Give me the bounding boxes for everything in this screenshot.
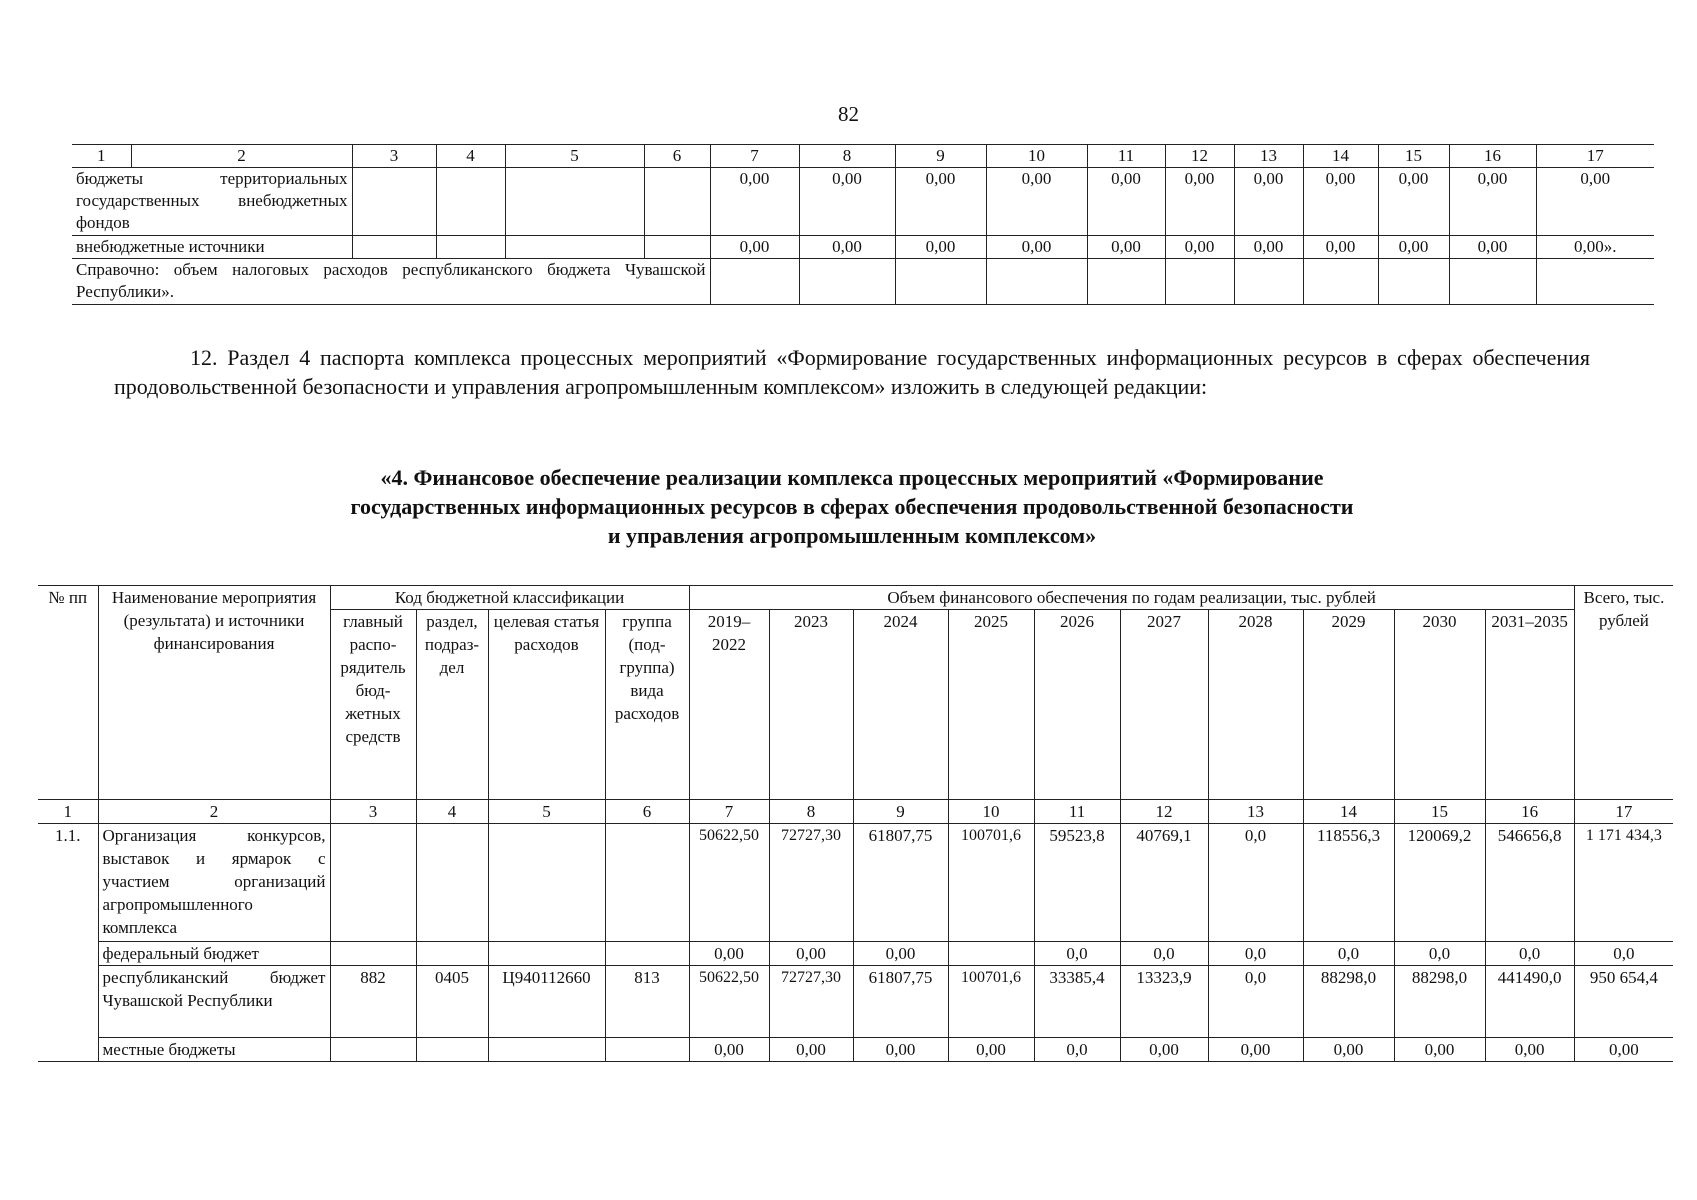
- value-cell: 61807,75: [853, 824, 948, 942]
- col-number: 15: [1394, 800, 1485, 824]
- col-number: 8: [799, 145, 895, 168]
- col-number: 7: [689, 800, 769, 824]
- code-cell: 0405: [416, 966, 488, 1038]
- value-cell: 0,0: [1485, 942, 1574, 966]
- value-cell: 0,00: [895, 168, 986, 236]
- value-cell: 0,00: [689, 942, 769, 966]
- value-cell: 0,00: [1574, 1038, 1673, 1062]
- code-cell: [605, 1038, 689, 1062]
- col-number: 14: [1303, 800, 1394, 824]
- col-number: 2: [131, 145, 352, 168]
- value-cell: 0,00: [1378, 236, 1449, 259]
- continuation-table: [72, 144, 1654, 305]
- header-number: № пп: [38, 586, 98, 800]
- table-row: [38, 1038, 1673, 1062]
- header-row: [38, 586, 1673, 610]
- section-title-line: «4. Финансовое обеспечение реализации комплекса процессных мероприятий «Формирование: [380, 465, 1324, 490]
- code-cell: [416, 1038, 488, 1062]
- col-number: 10: [986, 145, 1087, 168]
- value-cell: 0,00: [895, 236, 986, 259]
- col-number: 7: [710, 145, 799, 168]
- header-year: 2026: [1034, 610, 1120, 800]
- header-year: 2024: [853, 610, 948, 800]
- col-number: 5: [488, 800, 605, 824]
- value-cell: 0,00: [1394, 1038, 1485, 1062]
- value-cell: 0,00: [948, 1038, 1034, 1062]
- value-cell: 546656,8: [1485, 824, 1574, 942]
- table-row: [38, 824, 1673, 942]
- value-cell: 0,00: [1449, 168, 1536, 236]
- value-cell: 0,0: [1208, 824, 1303, 942]
- value-cell: 0,00: [1303, 1038, 1394, 1062]
- code-cell: [488, 942, 605, 966]
- code-cell: [416, 824, 488, 942]
- financing-table: [38, 585, 1673, 1062]
- value-cell: 88298,0: [1394, 966, 1485, 1038]
- value-cell: 118556,3: [1303, 824, 1394, 942]
- value-cell: 0,00: [1536, 168, 1654, 236]
- row-name: Организация конкурсов, выставок и ярмарок с участием организаций агропромышленного комплекса: [98, 824, 330, 942]
- header-code-col: главный распорядитель бюджетных средств: [330, 610, 416, 800]
- col-number: 1: [72, 145, 131, 168]
- value-cell: 88298,0: [1303, 966, 1394, 1038]
- row-name: местные бюджеты: [98, 1038, 330, 1062]
- value-cell: 0,00».: [1536, 236, 1654, 259]
- col-number: 5: [505, 145, 644, 168]
- value-cell: 0,00: [853, 1038, 948, 1062]
- header-year: 2029: [1303, 610, 1394, 800]
- value-cell: 0,00: [1303, 236, 1378, 259]
- value-cell: 0,00: [1087, 236, 1165, 259]
- col-number: 4: [436, 145, 505, 168]
- reference-note: Справочно: объем налоговых расходов республиканского бюджета Чувашской Республики».: [72, 259, 710, 305]
- section-title-line: и управления агропромышленным комплексом»: [607, 523, 1097, 548]
- col-number: 15: [1378, 145, 1449, 168]
- value-cell: 0,00: [710, 236, 799, 259]
- code-cell: Ц940112660: [488, 966, 605, 1038]
- value-cell: 0,0: [1574, 942, 1673, 966]
- value-cell: 0,00: [769, 942, 853, 966]
- header-year: 2028: [1208, 610, 1303, 800]
- row-number: 1.1.: [38, 824, 98, 1062]
- col-number: 9: [895, 145, 986, 168]
- col-number: 3: [352, 145, 436, 168]
- value-cell: 0,00: [799, 236, 895, 259]
- value-cell: 33385,4: [1034, 966, 1120, 1038]
- col-number: 17: [1574, 800, 1673, 824]
- value-cell: 0,00: [986, 168, 1087, 236]
- value-cell: 0,0: [1394, 942, 1485, 966]
- code-cell: [605, 824, 689, 942]
- value-cell: 0,00: [853, 942, 948, 966]
- section-title-line: государственных информационных ресурсов в сферах обеспечения продовольственной безопасности: [350, 494, 1354, 519]
- col-number: 1: [38, 800, 98, 824]
- value-cell: 0,00: [1208, 1038, 1303, 1062]
- value-cell: 40769,1: [1120, 824, 1208, 942]
- value-cell: 0,00: [710, 168, 799, 236]
- value-cell: 0,00: [1087, 168, 1165, 236]
- col-number: 10: [948, 800, 1034, 824]
- col-number: 11: [1087, 145, 1165, 168]
- table-row: [72, 236, 1654, 259]
- value-cell: 100701,6: [948, 966, 1034, 1038]
- header-code-col: целевая статья расходов: [488, 610, 605, 800]
- value-cell: 61807,75: [853, 966, 948, 1038]
- value-cell: 0,0: [1034, 942, 1120, 966]
- value-cell: 0,00: [799, 168, 895, 236]
- value-cell: 0,0: [1034, 1038, 1120, 1062]
- col-number: 17: [1536, 145, 1654, 168]
- code-cell: 882: [330, 966, 416, 1038]
- header-total: Всего, тыс. рублей: [1574, 586, 1673, 800]
- code-cell: [330, 1038, 416, 1062]
- row-label: бюджеты территориальных государственных внебюджетных фондов: [72, 168, 352, 236]
- col-number: 14: [1303, 145, 1378, 168]
- row-name: федеральный бюджет: [98, 942, 330, 966]
- header-volume-group: Объем финансового обеспечения по годам реализации, тыс. рублей: [689, 586, 1574, 610]
- value-cell: 50622,50: [689, 966, 769, 1038]
- table-row: [38, 942, 1673, 966]
- value-cell: 0,00: [986, 236, 1087, 259]
- header-year: 2031–2035: [1485, 610, 1574, 800]
- value-cell: 0,0: [1208, 942, 1303, 966]
- value-cell: 950 654,4: [1574, 966, 1673, 1038]
- header-name: Наименование мероприятия (результата) и источники финансирования: [98, 586, 330, 800]
- note-row: [72, 259, 1654, 305]
- header-year: 2025: [948, 610, 1034, 800]
- header-year: 2023: [769, 610, 853, 800]
- column-numbers-row: [38, 800, 1673, 824]
- value-cell: 13323,9: [1120, 966, 1208, 1038]
- value-cell: 0,00: [1303, 168, 1378, 236]
- value-cell: 0,00: [1449, 236, 1536, 259]
- value-cell: [948, 942, 1034, 966]
- col-number: 11: [1034, 800, 1120, 824]
- code-cell: 813: [605, 966, 689, 1038]
- value-cell: 50622,50: [689, 824, 769, 942]
- header-year: 2019–2022: [689, 610, 769, 800]
- value-cell: 0,00: [1234, 168, 1303, 236]
- value-cell: 0,00: [689, 1038, 769, 1062]
- value-cell: 0,0: [1303, 942, 1394, 966]
- row-label: внебюджетные источники: [72, 236, 352, 259]
- value-cell: 100701,6: [948, 824, 1034, 942]
- code-cell: [330, 942, 416, 966]
- col-number: 12: [1165, 145, 1234, 168]
- col-number: 12: [1120, 800, 1208, 824]
- column-numbers-row: [72, 145, 1654, 168]
- table-row: [72, 168, 1654, 236]
- value-cell: 1 171 434,3: [1574, 824, 1673, 942]
- table-row: [38, 966, 1673, 1038]
- value-cell: 0,00: [769, 1038, 853, 1062]
- header-code-col: группа (подгруппа) вида расходов: [605, 610, 689, 800]
- code-cell: [488, 1038, 605, 1062]
- header-code-group: Код бюджетной классификации: [330, 586, 689, 610]
- value-cell: 0,00: [1165, 168, 1234, 236]
- value-cell: 72727,30: [769, 966, 853, 1038]
- value-cell: 72727,30: [769, 824, 853, 942]
- code-cell: [605, 942, 689, 966]
- value-cell: 120069,2: [1394, 824, 1485, 942]
- col-number: 13: [1234, 145, 1303, 168]
- row-name: республиканский бюджет Чувашской Республики: [98, 966, 330, 1038]
- value-cell: 0,0: [1208, 966, 1303, 1038]
- col-number: 8: [769, 800, 853, 824]
- header-code-col: раздел, подраздел: [416, 610, 488, 800]
- code-cell: [416, 942, 488, 966]
- value-cell: 0,00: [1234, 236, 1303, 259]
- col-number: 6: [644, 145, 710, 168]
- page-number: 82: [838, 102, 859, 126]
- col-number: 6: [605, 800, 689, 824]
- section-title: [114, 463, 1590, 550]
- header-year: 2027: [1120, 610, 1208, 800]
- col-number: 13: [1208, 800, 1303, 824]
- code-cell: [330, 824, 416, 942]
- col-number: 16: [1485, 800, 1574, 824]
- value-cell: 0,0: [1120, 942, 1208, 966]
- col-number: 2: [98, 800, 330, 824]
- value-cell: 0,00: [1378, 168, 1449, 236]
- col-number: 9: [853, 800, 948, 824]
- value-cell: 441490,0: [1485, 966, 1574, 1038]
- amendment-paragraph: 12. Раздел 4 паспорта комплекса процессных мероприятий «Формирование государственных информационных ресурсов в сферах обеспечения продовольственной безопасности и управления агропромышленным комплексом» изложить в следующей редакции:: [114, 345, 1590, 399]
- col-number: 4: [416, 800, 488, 824]
- col-number: 16: [1449, 145, 1536, 168]
- value-cell: 0,00: [1485, 1038, 1574, 1062]
- value-cell: 0,00: [1120, 1038, 1208, 1062]
- value-cell: 0,00: [1165, 236, 1234, 259]
- code-cell: [488, 824, 605, 942]
- value-cell: 59523,8: [1034, 824, 1120, 942]
- col-number: 3: [330, 800, 416, 824]
- header-year: 2030: [1394, 610, 1485, 800]
